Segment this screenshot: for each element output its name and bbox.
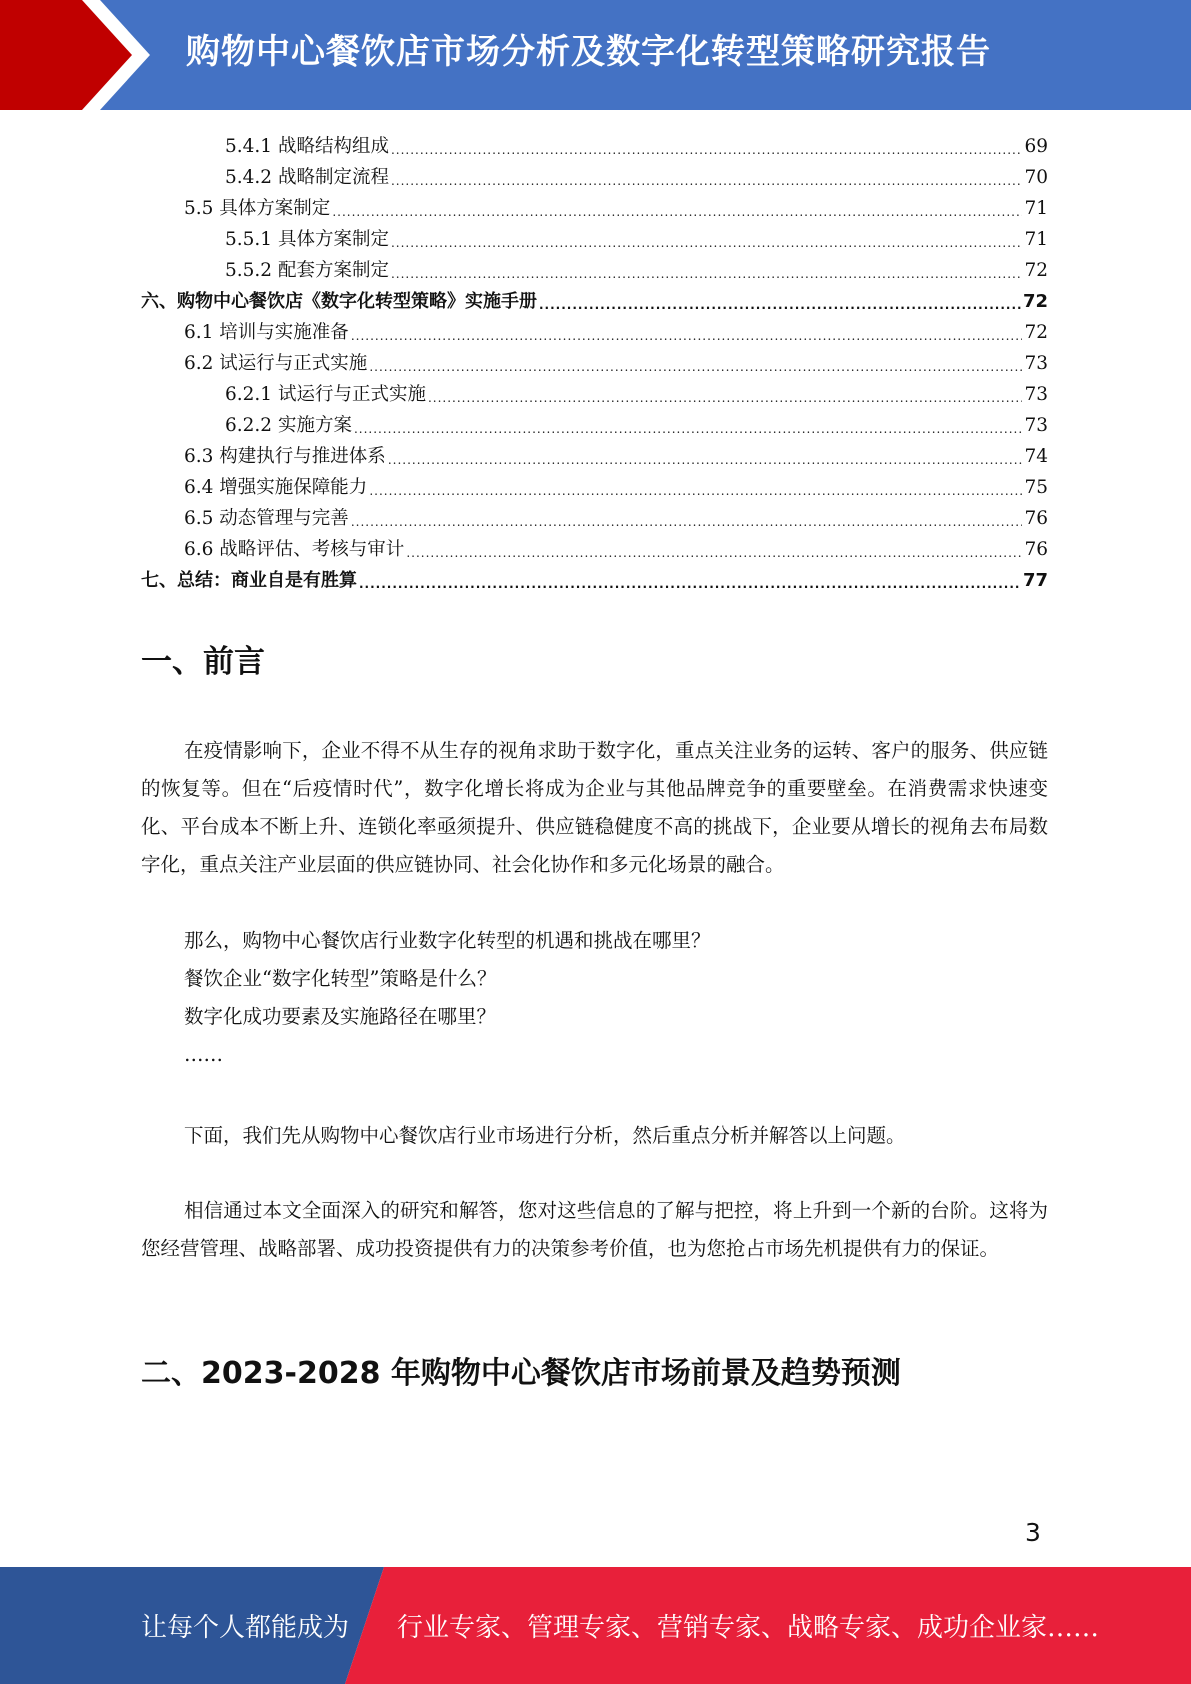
toc-leader-dots [369,476,1022,500]
toc-entry-page: 76 [1024,508,1048,529]
preface-paragraph-2: 下面，我们先从购物中心餐饮店行业市场进行分析，然后重点分析并解答以上问题。 [184,1124,906,1147]
toc-entry-page: 70 [1024,167,1048,188]
toc-entry[interactable] [141,562,1048,593]
toc-entry-page: 76 [1024,539,1048,560]
toc-leader-dots [354,414,1023,438]
toc-entry-page: 69 [1024,136,1048,157]
toc-leader-dots [428,383,1022,407]
toc-leader-dots [351,321,1023,345]
table-of-contents [141,128,1048,593]
toc-entry[interactable] [141,345,1048,376]
toc-leader-dots [369,352,1022,376]
page-footer [0,1567,1191,1684]
toc-leader-dots [359,569,1021,593]
toc-entry-label: 5.4.2 战略制定流程 [225,167,389,188]
toc-entry-page: 77 [1022,570,1048,591]
toc-entry-page: 72 [1024,260,1048,281]
toc-leader-dots [406,538,1022,562]
toc-entry-label: 6.5 动态管理与完善 [184,508,349,529]
toc-entry-page: 72 [1024,322,1048,343]
toc-entry[interactable] [141,407,1048,438]
toc-entry[interactable] [141,221,1048,252]
toc-leader-dots [351,507,1023,531]
toc-entry-label: 6.6 战略评估、考核与审计 [184,539,405,560]
toc-entry-label: 6.2 试运行与正式实施 [184,353,368,374]
toc-entry-label: 5.4.1 战略结构组成 [225,136,389,157]
toc-entry[interactable] [141,376,1048,407]
preface-paragraph-3: 相信通过本文全面深入的研究和解答，您对这些信息的了解与把控，将上升到一个新的台阶。这将为您经营管理、战略部署、成功投资提供有力的决策参考价值，也为您抢占市场先机提供有力的保证。 [141,1199,1048,1260]
toc-entry[interactable] [141,190,1048,221]
toc-entry[interactable] [141,469,1048,500]
toc-leader-dots [539,290,1021,314]
toc-leader-dots [332,197,1022,221]
toc-entry-label: 5.5.2 配套方案制定 [225,260,389,281]
toc-entry-label: 5.5 具体方案制定 [184,198,331,219]
toc-entry-label: 6.2.1 试运行与正式实施 [225,384,426,405]
toc-entry-page: 74 [1024,446,1048,467]
footer-slogan-right: 行业专家、管理专家、营销专家、战略专家、成功企业家…… [397,1613,1100,1643]
toc-entry-label: 七、总结：商业自是有胜算 [141,570,357,591]
toc-entry-page: 75 [1024,477,1048,498]
preface-paragraph-1: 在疫情影响下，企业不得不从生存的视角求助于数字化，重点关注业务的运转、客户的服务、供应链的恢复等。但在“后疫情时代”，数字化增长将成为企业与其他品牌竞争的重要壁垒。在消费需求快速变化、平台成本不断上升、连锁化率亟须提升、供应链稳健度不高的挑战下，企业要从增长的视角去布局数字化，重点关注产业层面的供应链协同、社会化协作和多元化场景的融合。 [141,739,1048,876]
toc-entry-page: 73 [1024,353,1048,374]
toc-entry-label: 6.3 构建执行与推进体系 [184,446,386,467]
toc-entry[interactable] [141,252,1048,283]
toc-leader-dots [391,166,1022,190]
toc-entry[interactable] [141,128,1048,159]
toc-leader-dots [388,445,1023,469]
toc-entry-page: 73 [1024,384,1048,405]
toc-entry[interactable] [141,438,1048,469]
toc-entry[interactable] [141,283,1048,314]
question-item: 数字化成功要素及实施路径在哪里？ [184,1005,497,1028]
toc-entry[interactable] [141,500,1048,531]
toc-leader-dots [391,259,1022,283]
toc-entry-page: 72 [1022,291,1048,312]
toc-entry-label: 6.2.2 实施方案 [225,415,352,436]
question-item: 那么，购物中心餐饮店行业数字化转型的机遇和挑战在哪里？ [184,929,711,952]
toc-entry[interactable] [141,531,1048,562]
toc-entry[interactable] [141,159,1048,190]
toc-entry-page: 73 [1024,415,1048,436]
toc-entry-page: 71 [1024,198,1048,219]
section-heading-preface: 一、前言 [141,644,265,680]
section-heading-forecast: 二、2023-2028 年购物中心餐饮店市场前景及趋势预测 [141,1356,901,1391]
toc-leader-dots [391,135,1022,159]
page-number: 3 [1025,1518,1041,1547]
toc-entry-label: 六、购物中心餐饮店《数字化转型策略》实施手册 [141,291,537,312]
question-ellipsis: …… [184,1043,223,1066]
question-list [184,922,711,1074]
report-title: 购物中心餐饮店市场分析及数字化转型策略研究报告 [186,32,991,72]
toc-entry-page: 71 [1024,229,1048,250]
toc-entry-label: 6.1 培训与实施准备 [184,322,349,343]
toc-entry-label: 6.4 增强实施保障能力 [184,477,368,498]
footer-slogan-left: 让每个人都能成为 [141,1613,350,1643]
question-item: 餐饮企业“数字化转型”策略是什么？ [184,967,497,990]
page-header [0,0,1191,110]
toc-entry-label: 5.5.1 具体方案制定 [225,229,389,250]
toc-leader-dots [391,228,1022,252]
toc-entry[interactable] [141,314,1048,345]
